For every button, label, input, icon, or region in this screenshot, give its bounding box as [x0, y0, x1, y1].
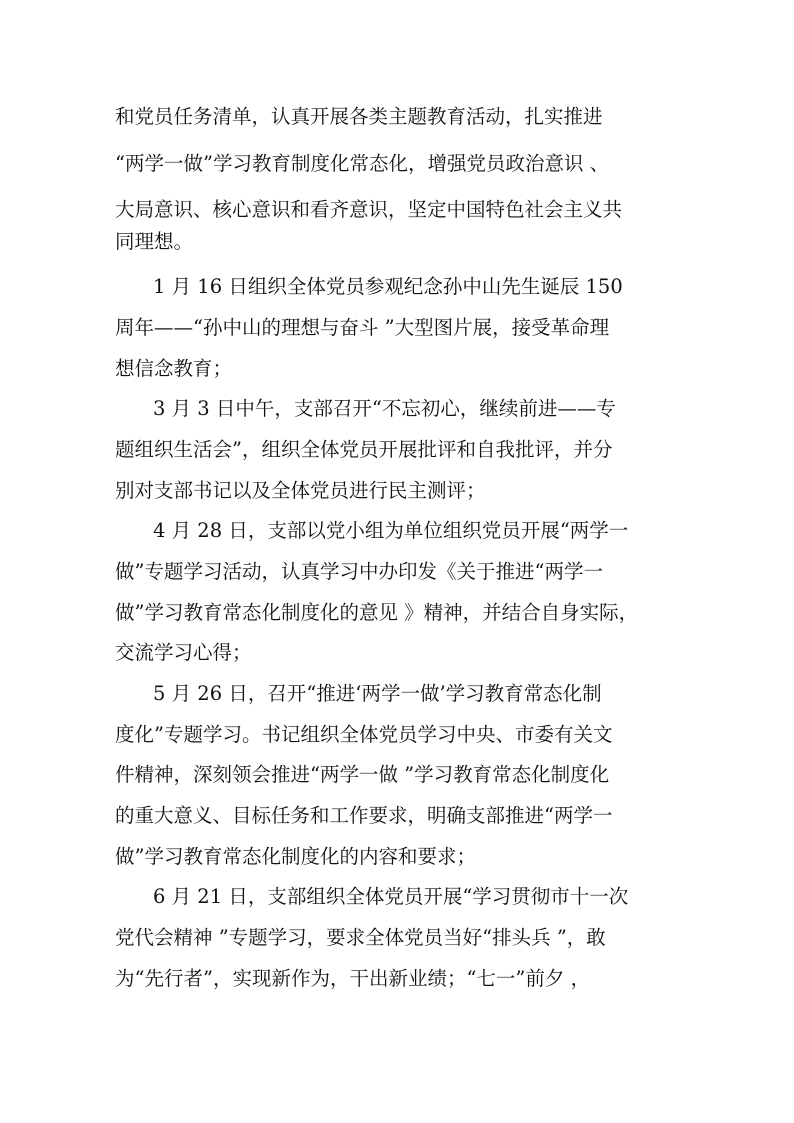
text-line: 的重大意义、目标任务和工作要求，明确支部推进“两学一: [115, 804, 613, 827]
text-line: 和党员任务清单，认真开展各类主题教育活动，扎实推进: [115, 105, 603, 128]
text-line: 交流学习心得；: [115, 641, 252, 664]
text-line: 度化”专题学习。书记组织全体党员学习中央、市委有关文: [115, 723, 613, 746]
text-line: 别对支部书记以及全体党员进行民主测评；: [115, 479, 486, 502]
text-line: 做”学习教育常态化制度化的意见 》精神，并结合自身实际，: [115, 601, 639, 624]
text-line: 做”学习教育常态化制度化的内容和要求；: [115, 845, 476, 868]
paragraph-start-line: 3 月 3 日中午，支部召开“不忘初心，继续前进——专: [153, 397, 616, 420]
text-line: “两学一做”学习教育制度化常态化，增强党员政治意识 、: [115, 152, 610, 175]
text-line: 同理想。: [115, 230, 194, 253]
text-line: 件精神，深刻领会推进“两学一做 ”学习教育常态化制度化: [115, 763, 610, 786]
paragraph-start-line: 5 月 26 日，召开“推进‘两学一做’学习教育常态化制: [153, 682, 602, 705]
text-line: 大局意识、核心意识和看齐意识，坚定中国特色社会主义共: [115, 198, 623, 221]
text-line: 周年——“孙中山的理想与奋斗 ”大型图片展，接受革命理: [115, 316, 610, 339]
text-line: 为“先行者”，实现新作为，干出新业绩；“七一”前夕 ，: [115, 967, 591, 990]
paragraph-start-line: 4 月 28 日，支部以党小组为单位组织党员开展“两学一: [153, 519, 629, 542]
text-line: 题组织生活会”，组织全体党员开展批评和自我批评，并分: [115, 438, 613, 461]
paragraph-start-line: 1 月 16 日组织全体党员参观纪念孙中山先生诞辰 150: [153, 275, 623, 298]
paragraph-start-line: 6 月 21 日，支部组织全体党员开展“学习贯彻市十一次: [153, 885, 629, 908]
text-line: 想信念教育；: [115, 357, 233, 380]
text-line: 做”专题学习活动，认真学习中办印发《关于推进“两学一: [115, 560, 603, 583]
text-line: 党代会精神 ”专题学习，要求全体党员当好“排头兵 ”，敢: [115, 926, 606, 949]
